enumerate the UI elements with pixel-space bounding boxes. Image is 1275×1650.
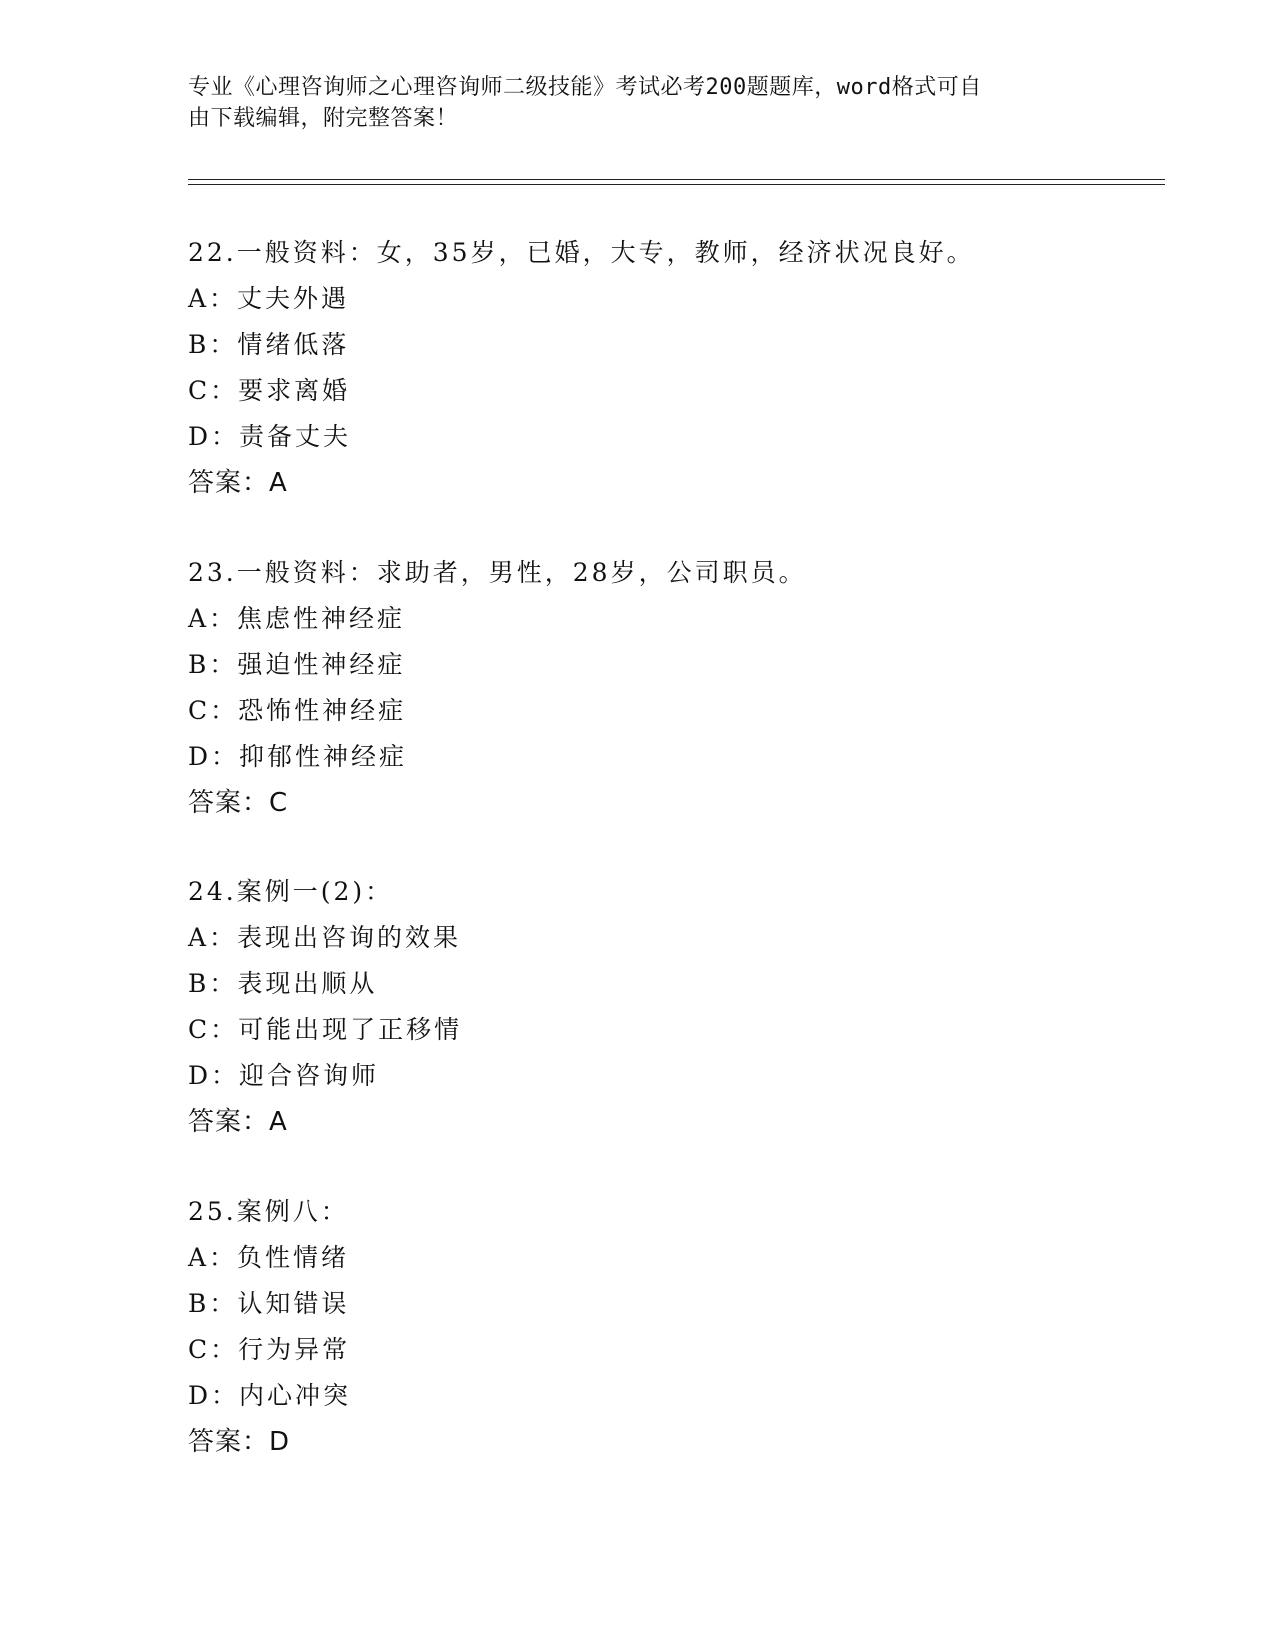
answer-value: C bbox=[269, 788, 289, 818]
answer-label: 答案： bbox=[188, 468, 270, 498]
option-b: B：强迫性神经症 bbox=[188, 650, 406, 679]
answer-label: 答案： bbox=[188, 1107, 270, 1137]
question-22 bbox=[188, 230, 1148, 506]
question-stem: 23.一般资料：求助者，男性，28岁，公司职员。 bbox=[188, 558, 807, 587]
answer-line bbox=[188, 1419, 1148, 1465]
intro-line-1: 专业《心理咨询师之心理咨询师二级技能》考试必考200题题库，word格式可自 bbox=[188, 75, 982, 100]
question-25 bbox=[188, 1189, 1148, 1465]
option-c: C：恐怖性神经症 bbox=[188, 696, 407, 725]
option-b: B：表现出顺从 bbox=[188, 969, 378, 998]
answer-line bbox=[188, 780, 1148, 826]
question-24 bbox=[188, 869, 1148, 1145]
intro-line-2: 由下载编辑，附完整答案！ bbox=[188, 106, 459, 131]
answer-value: D bbox=[269, 1427, 291, 1457]
answer-value: A bbox=[269, 1107, 288, 1137]
option-b: B：认知错误 bbox=[188, 1289, 350, 1318]
option-a: A：负性情绪 bbox=[188, 1243, 350, 1272]
option-d: D：抑郁性神经症 bbox=[188, 742, 408, 771]
answer-label: 答案： bbox=[188, 788, 270, 818]
question-stem: 22.一般资料：女，35岁，已婚，大专，教师，经济状况良好。 bbox=[188, 238, 975, 267]
option-c: C：行为异常 bbox=[188, 1335, 351, 1364]
option-b: B：情绪低落 bbox=[188, 330, 350, 359]
option-a: A：表现出咨询的效果 bbox=[188, 923, 462, 952]
answer-label: 答案： bbox=[188, 1427, 270, 1457]
question-stem: 25.案例八： bbox=[188, 1197, 349, 1226]
question-23 bbox=[188, 550, 1148, 826]
document-intro bbox=[188, 72, 1068, 134]
answer-line bbox=[188, 1099, 1148, 1145]
option-a: A：丈夫外遇 bbox=[188, 284, 350, 313]
option-d: D：迎合咨询师 bbox=[188, 1061, 380, 1090]
header-divider-bottom bbox=[188, 184, 1165, 185]
question-stem: 24.案例一(2)： bbox=[188, 877, 394, 906]
option-d: D：内心冲突 bbox=[188, 1381, 352, 1410]
option-c: C：可能出现了正移情 bbox=[188, 1015, 463, 1044]
header-divider-top bbox=[188, 179, 1165, 180]
option-a: A：焦虑性神经症 bbox=[188, 604, 406, 633]
answer-value: A bbox=[269, 468, 288, 498]
option-d: D：责备丈夫 bbox=[188, 422, 352, 451]
option-c: C：要求离婚 bbox=[188, 376, 351, 405]
answer-line bbox=[188, 460, 1148, 506]
